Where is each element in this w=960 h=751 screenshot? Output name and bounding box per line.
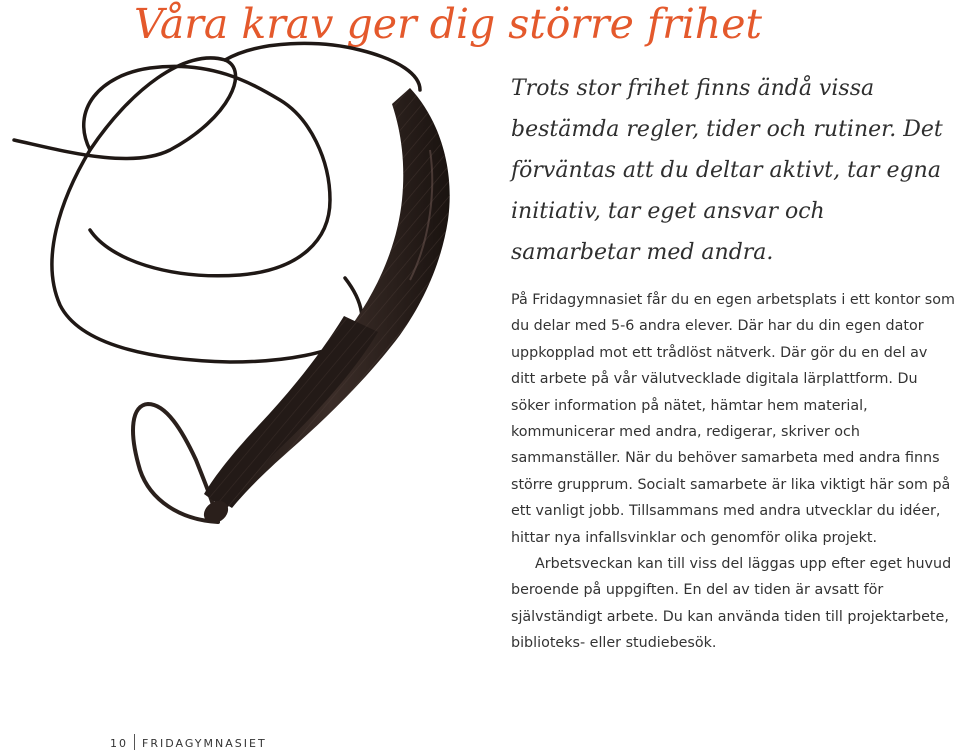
whip-photo: [0, 40, 520, 600]
footer-divider: [134, 734, 135, 750]
lash-cord: [14, 58, 362, 362]
intro-text: Trots stor frihet finns ändå vissa bestämda regler, tider och rutiner. Det förväntas att du deltar aktivt, tar egna initiativ, tar eget ansvar och samarbetar med andra.: [511, 76, 943, 265]
body-text: [511, 287, 956, 657]
page-title: Våra krav ger dig större frihet: [134, 0, 762, 48]
body-paragraph: Arbetsveckan kan till viss del läggas upp efter eget huvud beroende på uppgiften. En del av tiden är avsatt för självständigt arbete. Du kan använda tiden till projektarbete, biblioteks- eller studiebesök.: [511, 556, 952, 652]
page-number: 10: [110, 737, 128, 750]
body-paragraph: På Fridagymnasiet får du en egen arbetsplats i ett kontor som du delar med 5-6 andra elever. Där har du din egen dator uppkopplad mot ett trådlöst nätverk. Där gör du en del av ditt arbete på vår välutvecklade digitala lärplattform. Du söker information på nätet, hämtar hem material, kommunicerar med andra, redigerar, skriver och sammanställer. När du behöver samarbeta med andra finns större grupprum. Socialt samarbete är lika viktigt här som på ett vanligt jobb. Tillsammans med andra utvecklar du idéer, hittar nya infallsvinklar och genomför olika projekt.: [511, 292, 955, 546]
publication-name: FRIDAGYMNASIET: [142, 737, 267, 750]
wrist-loop: [133, 404, 218, 522]
page-footer: [110, 734, 267, 751]
